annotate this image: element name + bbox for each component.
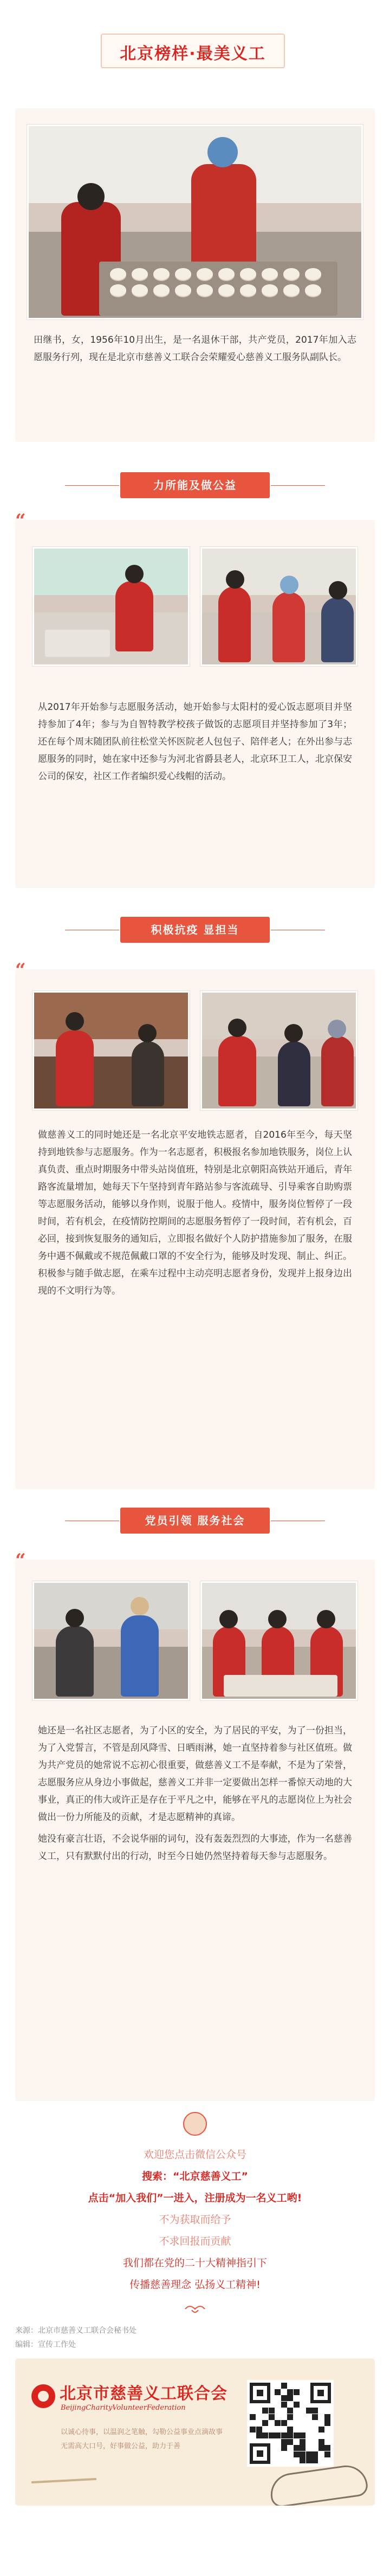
slogan-line-1: 以诚心待事，以温润之笔触，勾勒公益事业点滴故事 (61, 2428, 223, 2436)
glasses-decoration (268, 2463, 369, 2506)
qr-module (318, 2439, 324, 2445)
section1-paragraph: 从2017年开始参与志愿服务活动，她开始参与太阳村的爱心饭志愿项目并坚持参加了4年；参与为自智特教学校孩子做饭的志愿项目并坚持参加了3年；还在每个周末随团队前往松堂关怀医院老人包包子、陪伴老人；在外出参与志愿服务的同时，她在家中还参与为河北省爵县老人，北京环卫工人，北京保安公司的保安，社区工作者编织爱心线帽的活动。 (38, 702, 352, 782)
section2-photo-left (32, 991, 190, 1110)
qr-module (300, 2451, 306, 2457)
quote-mark-icon: “ (15, 510, 26, 532)
qr-module (318, 2427, 324, 2432)
quote-mark-icon: “ (15, 960, 26, 981)
title-banner (101, 34, 285, 68)
federation-english-name: BeijingCharityVolunteerFederation (61, 2404, 186, 2412)
qr-module (262, 2408, 268, 2414)
qr-module (294, 2432, 300, 2438)
qr-module (256, 2432, 262, 2438)
follow-join[interactable]: 点击“加入我们”一进入，注册成为一名义工哟! (88, 2192, 302, 2204)
federation-slogan (61, 2425, 223, 2454)
section-tag-3: 党员引领 服务社会 (120, 1508, 270, 1534)
section1-photo-left (32, 547, 190, 666)
qr-module (275, 2420, 281, 2426)
section3-photo-right (200, 1581, 358, 1700)
qr-module (256, 2427, 262, 2432)
federation-logo-icon (31, 2384, 55, 2408)
qr-module (281, 2402, 287, 2408)
qr-module (287, 2395, 293, 2401)
editor-text: 编辑：宣传工作处 (15, 2340, 76, 2349)
qr-module (281, 2445, 287, 2451)
follow-line-6: 我们都在党的二十大精神指引下 (122, 2257, 267, 2269)
qr-module (306, 2457, 312, 2463)
qr-module (306, 2451, 312, 2457)
follow-line-4: 不为获取而给予 (159, 2214, 231, 2226)
qr-module (287, 2414, 293, 2420)
federation-name: 北京市慈善义工联合会 (60, 2384, 227, 2403)
qr-module (324, 2420, 330, 2426)
qr-module (287, 2389, 293, 2395)
qr-module (312, 2457, 318, 2463)
footer-card (15, 2358, 375, 2506)
section-tag-1: 力所能及做公益 (120, 472, 270, 498)
volunteer-avatar-icon (183, 2112, 207, 2136)
intro-photo (27, 125, 363, 319)
pen-decoration (31, 2478, 96, 2483)
slogan-line-2: 无需高大口号，好事做公益，助力于善 (61, 2442, 181, 2450)
qr-module (300, 2432, 306, 2438)
qr-module (312, 2408, 318, 2414)
qr-module (269, 2408, 275, 2414)
section3-paragraph-1: 她还是一名社区志愿者，为了小区的安全，为了居民的平安，为了一份担当，为了入党誓言，不管是刮风降雪、日晒雨淋，她一直坚持着参与社区值班。做为共产党员的她常说不忘初心很重要，做慈善义工不是奉献，不是为了荣誉，志愿服务应从身边小事做起，慈善义工并非一定要做出怎样一番惊天动地的大事业，真正的伟大或许正是存在于平凡之中，能够在平凡的志愿岗位上为社会做出一份力所能及的贡献，才是志愿精神的真谛。 (38, 1725, 352, 1823)
qr-module (324, 2445, 330, 2451)
divider-line (65, 485, 95, 486)
qr-module (287, 2439, 293, 2445)
qr-module (281, 2432, 287, 2438)
qr-module (294, 2402, 300, 2408)
section1-text (38, 699, 352, 790)
qr-module (275, 2432, 281, 2438)
section2-paragraph: 做慈善义工的同时她还是一名北京平安地铁志愿者，自2016年至今，每天坚持到地铁参与志愿服务。作为一名志愿者，积极报名参加地铁服务，岗位上认真负责、重点时期服务中带头站岗值班，特别是北京朝阳高铁站开通后，青年路客流量增加，她每天下午坚持到青年路站参与客流疏导、引导乘客自助购票等志愿服务活动，能够以身作则，说服于他人。疫情中，服务岗位暂停了一段时间，若有机会，在疫情防控期间的志愿服务暂停了一段时间，若有机会，百必回，接到恢复服务的通知后，立即报名做好个人防护措施参加了服务，在服务中遇不佩戴或不规范佩戴口罩的不安全行为，能够及时发现、制止、纠正。积极参与随手做志愿，在乘车过程中主动亮明志愿者身份，发现并上报身边出现的不文明行为等。 (38, 1130, 352, 1296)
section3-paragraph-2: 她没有豪言壮语，不会说华丽的词句，没有轰轰烈烈的大事迹，作为一名慈善义工，只有默默付出的行动，时至今日她仍然坚持着每天参与志愿服务。 (38, 1834, 352, 1862)
qr-module (287, 2432, 293, 2438)
follow-line-7: 传播慈善理念 弘扬义工精神! (129, 2279, 261, 2291)
qr-module (324, 2451, 330, 2457)
decorative-bird-icon (184, 2301, 206, 2316)
section2-photo-right (200, 991, 358, 1110)
qr-module (294, 2445, 300, 2451)
section-tag-2: 积极抗疫 显担当 (120, 917, 270, 943)
qr-module (300, 2439, 306, 2445)
qr-module (324, 2414, 330, 2420)
qr-module (250, 2427, 256, 2432)
qr-module (300, 2457, 306, 2463)
qr-module (275, 2389, 281, 2395)
qr-module (294, 2451, 300, 2457)
qr-module (287, 2427, 293, 2432)
qr-module (281, 2420, 287, 2426)
qr-module (250, 2414, 256, 2420)
follow-search: 搜索：“北京慈善义工” (142, 2170, 248, 2182)
source-text: 来源：北京市慈善义工联合会秘书处 (15, 2326, 136, 2335)
qr-module (262, 2432, 268, 2438)
qr-module (318, 2445, 324, 2451)
divider-line (295, 485, 325, 486)
qr-module (300, 2445, 306, 2451)
intro-paragraph: 田继书，女，1956年10月出生，是一名退休干部，共产党员，2017年加入志愿服务行列，现在是北京市慈善义工联合会荣耀爱心慈善义工服务队副队长。 (34, 335, 356, 363)
qr-module (281, 2395, 287, 2401)
qr-module (306, 2408, 312, 2414)
qr-module (281, 2439, 287, 2445)
section3-photo-left (32, 1581, 190, 1700)
follow-line-5: 不求回报而贡献 (159, 2235, 231, 2247)
page-title: 北京榜样·最美义工 (120, 44, 266, 63)
section2-text (38, 1126, 352, 1304)
section3-text (38, 1722, 352, 1869)
qr-module (269, 2432, 275, 2438)
qr-module (312, 2451, 318, 2457)
section1-photo-right (200, 547, 358, 666)
qr-module (281, 2383, 287, 2389)
follow-line-1: 欢迎您点击微信公众号 (143, 2149, 246, 2161)
qr-module (294, 2389, 300, 2395)
quote-mark-icon: “ (15, 1550, 26, 1571)
qr-module (287, 2408, 293, 2414)
qr-module (312, 2414, 318, 2420)
qr-module (262, 2420, 268, 2426)
qr-code[interactable] (247, 2380, 334, 2467)
qr-module (269, 2414, 275, 2420)
intro-text (34, 331, 356, 370)
